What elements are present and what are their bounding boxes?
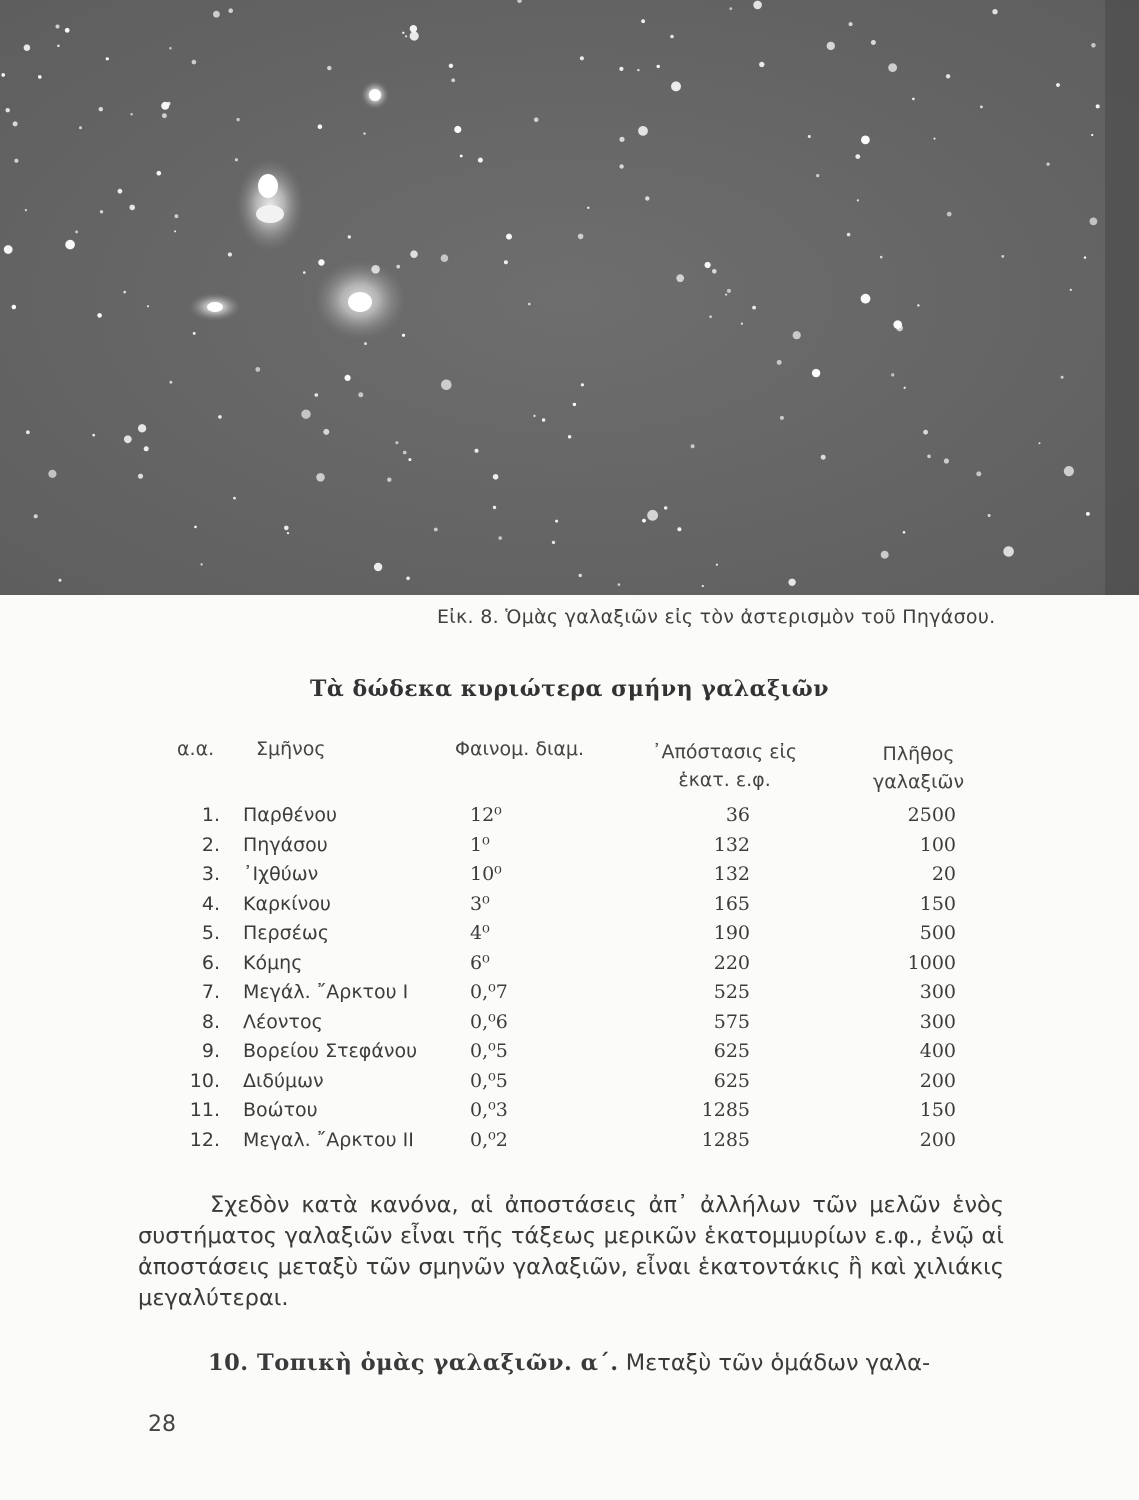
star <box>235 158 238 161</box>
row-number: 1. <box>201 804 220 826</box>
star <box>1084 256 1086 258</box>
row-count: 300 <box>919 1010 956 1033</box>
star <box>927 455 931 459</box>
row-diameter: 0,⁰7 <box>470 981 508 1003</box>
star <box>788 579 795 586</box>
table-row <box>0 1129 1139 1159</box>
star <box>97 313 102 318</box>
body-paragraph <box>138 1190 1004 1314</box>
star <box>1039 442 1041 444</box>
star <box>358 392 363 397</box>
star <box>944 458 949 463</box>
star <box>138 474 143 479</box>
star <box>637 69 639 71</box>
row-count: 2500 <box>907 804 956 826</box>
star <box>618 583 621 586</box>
row-diameter: 6⁰ <box>470 951 490 974</box>
star <box>475 449 479 453</box>
star <box>147 305 149 307</box>
row-diameter: 0,⁰6 <box>470 1010 508 1033</box>
row-count: 300 <box>919 981 956 1003</box>
star <box>504 260 508 264</box>
star <box>587 207 589 209</box>
star <box>193 332 196 335</box>
star <box>1096 104 1100 108</box>
star <box>578 234 584 240</box>
row-diameter: 0,⁰2 <box>470 1128 508 1151</box>
star <box>169 47 172 50</box>
star <box>638 126 648 136</box>
star <box>888 63 897 72</box>
star <box>4 245 13 254</box>
table-row <box>0 863 1139 893</box>
star <box>161 102 169 110</box>
row-count: 1000 <box>907 951 956 974</box>
star <box>348 235 351 238</box>
star <box>478 158 483 163</box>
row-count: 150 <box>919 892 956 915</box>
star <box>923 430 928 435</box>
section-text: Μεταξὺ τῶν ὁμάδων γαλα- <box>625 1350 931 1376</box>
star <box>1 73 5 77</box>
star <box>327 66 331 70</box>
star <box>318 259 324 265</box>
star <box>946 74 950 78</box>
star <box>255 367 260 372</box>
section-heading-line <box>208 1350 930 1376</box>
table-row <box>0 804 1139 834</box>
star <box>709 315 712 318</box>
star <box>48 470 56 478</box>
star <box>1001 255 1004 258</box>
star <box>947 212 952 217</box>
table-row <box>0 1099 1139 1129</box>
star <box>677 527 681 531</box>
star <box>6 108 10 112</box>
star <box>371 265 380 274</box>
star <box>79 126 82 129</box>
row-diameter: 1⁰ <box>470 833 490 856</box>
star <box>871 40 876 45</box>
table-row <box>0 922 1139 952</box>
star <box>934 138 936 140</box>
star <box>1056 83 1060 87</box>
row-swarm-name: Πηγάσου <box>243 833 328 856</box>
star <box>38 75 42 79</box>
star <box>725 294 727 296</box>
star <box>896 325 903 332</box>
star <box>534 117 539 122</box>
star <box>816 174 819 177</box>
star <box>1091 134 1093 136</box>
row-count: 200 <box>919 1128 956 1151</box>
star <box>506 234 512 240</box>
star <box>759 62 764 67</box>
star <box>175 214 179 218</box>
star <box>34 514 38 518</box>
star <box>670 35 674 39</box>
star <box>716 564 718 566</box>
star <box>201 563 203 565</box>
table-row <box>0 952 1139 982</box>
header-distance-line1: ᾿Απόστασις εἰς <box>652 741 798 763</box>
star <box>881 551 889 559</box>
star <box>1086 512 1090 516</box>
star <box>228 252 232 256</box>
row-swarm-name: Λέοντος <box>243 1010 323 1033</box>
star <box>24 44 31 51</box>
row-number: 3. <box>201 863 220 885</box>
star <box>1061 376 1064 379</box>
star <box>857 199 859 201</box>
star <box>25 209 27 211</box>
row-distance: 165 <box>713 892 750 915</box>
row-count: 500 <box>919 922 956 944</box>
row-distance: 220 <box>713 951 750 974</box>
star <box>434 528 438 532</box>
star <box>861 294 871 304</box>
star <box>403 451 407 455</box>
row-swarm-name: Βορείου Στεφάνου <box>243 1040 418 1062</box>
star <box>130 113 132 115</box>
row-number: 12. <box>189 1128 220 1151</box>
paragraph-text: Σχεδὸν κατὰ κανόνα, αἱ ἀποστάσεις ἀπ᾿ ἀλλήλων τῶν μελῶν ἑνὸς συστήματος γαλαξιῶν εἶναι τῆς τάξεως μερικῶν ἑκατομμυρίων ε.φ., ἐνῷ αἱ ἀποστάσεις μεταξὺ τῶν σμηνῶν γαλαξιῶν, εἶναι ἑκατοντάκις ἢ καὶ χιλιάκις μεγαλύτεραι. <box>138 1192 1004 1311</box>
row-swarm-name: Περσέως <box>243 922 329 944</box>
star <box>284 526 289 531</box>
row-distance: 1285 <box>701 1128 750 1151</box>
star <box>218 415 222 419</box>
row-number: 4. <box>201 892 220 915</box>
star <box>657 65 660 68</box>
star <box>641 19 645 23</box>
star <box>266 192 270 196</box>
star <box>992 9 997 14</box>
star <box>528 303 531 306</box>
star <box>406 577 410 581</box>
row-count: 400 <box>919 1040 956 1062</box>
star <box>568 435 571 438</box>
star <box>1047 163 1050 166</box>
row-count: 150 <box>919 1099 956 1121</box>
star <box>26 430 30 434</box>
star <box>402 334 405 337</box>
table-row <box>0 1040 1139 1070</box>
star <box>827 42 835 50</box>
header-swarm: Σμῆνος <box>256 738 326 760</box>
row-distance: 36 <box>725 804 750 826</box>
row-diameter: 0,⁰5 <box>470 1040 508 1062</box>
star <box>174 230 176 232</box>
row-swarm-name: ᾿Ιχθύων <box>243 863 319 885</box>
star <box>533 415 535 417</box>
star <box>808 135 811 138</box>
star <box>138 424 146 432</box>
row-swarm-name: Βοώτου <box>243 1099 318 1121</box>
page-number: 28 <box>148 1412 176 1437</box>
star <box>912 98 915 101</box>
star <box>645 196 649 200</box>
star <box>812 369 820 377</box>
row-number: 8. <box>201 1010 220 1033</box>
star <box>157 171 162 176</box>
figure-caption: Εἰκ. 8. Ὁμὰς γαλαξιῶν εἰς τὸν ἀστερισμὸν τοῦ Πηγάσου. <box>437 606 996 628</box>
star <box>847 233 851 237</box>
star <box>14 159 18 163</box>
header-distance-line2: ἑκατ. ε.φ. <box>678 769 771 791</box>
row-swarm-name: Καρκίνου <box>243 892 331 915</box>
header-aa: α.α. <box>177 738 215 760</box>
star <box>891 373 894 376</box>
section-heading: 10. Τοπικὴ ὁμὰς γαλαξιῶν. α΄. <box>208 1350 619 1376</box>
star <box>702 585 704 587</box>
star <box>1064 466 1074 476</box>
row-swarm-name: Μεγάλ. ῎Αρκτου Ι <box>243 981 409 1003</box>
table-row <box>0 1011 1139 1041</box>
star <box>821 455 826 460</box>
star <box>855 154 860 159</box>
row-swarm-name: Παρθένου <box>243 804 337 826</box>
table-row <box>0 981 1139 1011</box>
star <box>228 8 233 13</box>
star <box>301 410 310 419</box>
table-row <box>0 1070 1139 1100</box>
star <box>753 1 762 10</box>
row-distance: 190 <box>713 922 750 944</box>
star <box>579 574 582 577</box>
star <box>363 132 365 134</box>
row-number: 6. <box>201 951 220 974</box>
star <box>980 106 983 109</box>
star <box>676 274 684 282</box>
star <box>92 434 95 437</box>
star <box>552 541 555 544</box>
star <box>647 510 658 521</box>
row-number: 10. <box>189 1069 220 1092</box>
header-diameter: Φαινομ. διαμ. <box>455 738 585 760</box>
star <box>498 536 502 540</box>
star <box>192 60 197 65</box>
star <box>395 441 398 444</box>
row-number: 11. <box>189 1099 220 1121</box>
star <box>741 323 743 325</box>
star <box>162 113 167 118</box>
star <box>880 256 883 259</box>
star <box>315 393 319 397</box>
table-row <box>0 834 1139 864</box>
star <box>664 506 667 509</box>
star <box>65 28 70 33</box>
star <box>542 418 545 421</box>
star <box>712 269 717 274</box>
row-swarm-name: Διδύμων <box>243 1069 324 1092</box>
star <box>170 381 173 384</box>
star <box>441 254 449 262</box>
star <box>1070 289 1072 291</box>
row-diameter: 12⁰ <box>470 804 502 826</box>
header-distance <box>652 738 797 794</box>
star <box>124 435 132 443</box>
row-distance: 1285 <box>701 1099 750 1121</box>
row-count: 20 <box>931 863 956 885</box>
row-distance: 132 <box>713 833 750 856</box>
star <box>671 81 681 91</box>
star <box>213 11 220 18</box>
star <box>396 265 400 269</box>
star <box>988 514 991 517</box>
star <box>493 506 496 509</box>
star <box>581 383 584 386</box>
row-count: 100 <box>919 833 956 856</box>
row-distance: 575 <box>713 1010 750 1033</box>
star <box>316 473 325 482</box>
star <box>13 121 18 126</box>
row-diameter: 4⁰ <box>470 922 490 944</box>
row-diameter: 0,⁰3 <box>470 1099 508 1121</box>
table-title: Τὰ δώδεκα κυριώτερα σμήνη γαλαξιῶν <box>309 676 829 702</box>
row-distance: 525 <box>713 981 750 1003</box>
star <box>65 240 75 250</box>
star <box>318 124 323 129</box>
star <box>580 56 584 60</box>
star <box>460 155 463 158</box>
row-distance: 625 <box>713 1040 750 1062</box>
row-diameter: 10⁰ <box>470 863 502 885</box>
star <box>236 118 239 121</box>
star <box>410 250 418 258</box>
star <box>402 32 404 34</box>
header-count-line1: Πλῆθος <box>882 743 955 765</box>
row-distance: 625 <box>713 1069 750 1092</box>
row-number: 5. <box>201 922 220 944</box>
row-swarm-name: Κόμης <box>243 951 303 974</box>
star <box>405 35 407 37</box>
row-number: 9. <box>201 1040 220 1062</box>
star <box>408 458 411 461</box>
table-body <box>0 804 1139 1158</box>
star <box>976 471 981 476</box>
star <box>793 331 801 339</box>
star <box>555 520 558 523</box>
star <box>387 478 391 482</box>
star <box>410 25 417 32</box>
star <box>56 25 60 29</box>
star <box>144 446 149 451</box>
row-count: 200 <box>919 1069 956 1092</box>
star <box>100 210 103 213</box>
star <box>493 474 499 480</box>
star <box>642 519 646 523</box>
star <box>106 57 109 60</box>
star <box>780 416 784 420</box>
header-count <box>873 740 964 796</box>
star <box>619 67 623 71</box>
star <box>194 526 197 529</box>
star <box>904 387 906 389</box>
row-swarm-name: Μεγαλ. ῎Αρκτου ΙΙ <box>243 1128 414 1151</box>
row-distance: 132 <box>713 863 750 885</box>
star <box>75 231 78 234</box>
star <box>12 305 17 310</box>
star <box>777 360 782 365</box>
header-count-line2: γαλαξιῶν <box>873 771 965 793</box>
star <box>323 429 329 435</box>
star <box>917 304 919 306</box>
star <box>364 342 367 345</box>
star <box>619 137 624 142</box>
star <box>1090 218 1098 226</box>
star <box>705 262 711 268</box>
star <box>849 22 853 26</box>
row-diameter: 3⁰ <box>470 892 490 915</box>
star <box>123 291 126 294</box>
row-number: 7. <box>201 981 220 1003</box>
star <box>303 271 306 274</box>
galaxy-group-photo <box>0 0 1139 595</box>
star <box>752 306 756 310</box>
star <box>727 289 731 293</box>
star <box>903 531 906 534</box>
star <box>441 380 452 391</box>
row-number: 2. <box>201 833 220 856</box>
star <box>374 563 382 571</box>
star <box>1091 43 1096 48</box>
star <box>573 403 576 406</box>
star <box>691 444 695 448</box>
star <box>233 497 236 500</box>
star <box>449 64 453 68</box>
star <box>451 78 455 82</box>
row-diameter: 0,⁰5 <box>470 1069 508 1092</box>
star <box>99 107 103 111</box>
star <box>729 7 732 10</box>
star <box>1003 546 1014 557</box>
star <box>57 45 60 48</box>
star <box>129 205 135 211</box>
star <box>345 375 351 381</box>
table-row <box>0 893 1139 923</box>
star <box>410 31 419 40</box>
star <box>861 136 870 145</box>
star <box>59 579 62 582</box>
star <box>287 532 289 534</box>
star <box>454 126 461 133</box>
star <box>118 189 123 194</box>
star <box>619 164 623 168</box>
